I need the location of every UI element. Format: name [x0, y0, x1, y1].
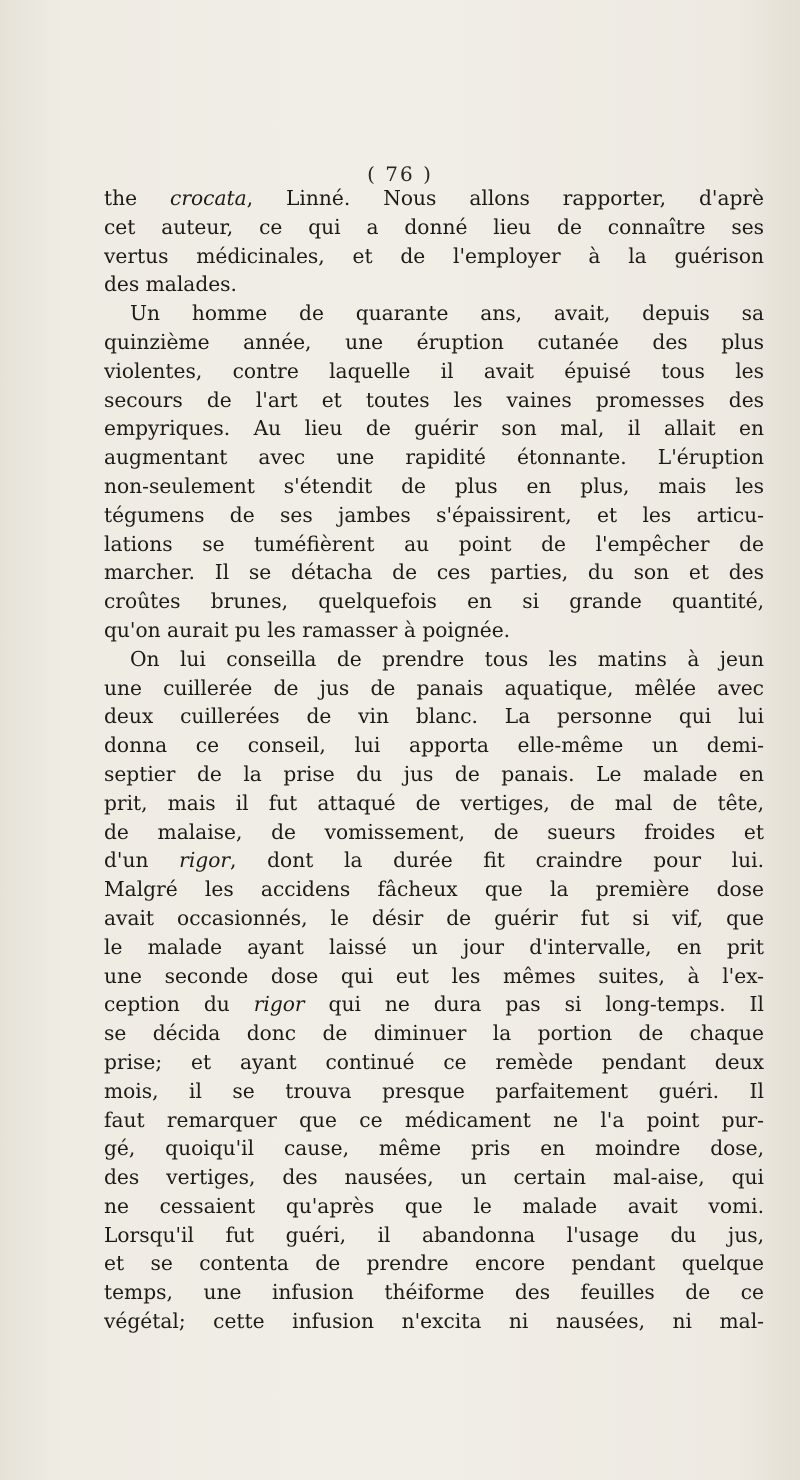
text-line: cet auteur, ce qui a donné lieu de connaître ses — [104, 214, 764, 239]
text-line: prise; et ayant continué ce remède pendant deux — [104, 1049, 764, 1074]
text-line: Lorsqu'il fut guéri, il abandonna l'usage du jus, — [104, 1222, 764, 1247]
text-line: une cuillerée de jus de panais aquatique, mêlée avec — [104, 675, 764, 700]
text-line: ception du rigor qui ne dura pas si long-temps. Il — [104, 992, 764, 1017]
text-line: et se contenta de prendre encore pendant quelque — [104, 1251, 764, 1276]
text-line: temps, une infusion théiforme des feuilles de ce — [104, 1280, 764, 1305]
text-line: marcher. Il se détacha de ces parties, du son et des — [104, 560, 764, 585]
text-line: donna ce conseil, lui apporta elle-même un demi- — [104, 733, 764, 758]
text-line: secours de l'art et toutes les vaines promesses des — [104, 387, 764, 412]
text-line: septier de la prise du jus de panais. Le malade en — [104, 761, 764, 786]
text-line: violentes, contre laquelle il avait épuisé tous les — [104, 358, 764, 383]
text-line: une seconde dose qui eut les mêmes suites, à l'ex- — [104, 963, 764, 988]
text-line: faut remarquer que ce médicament ne l'a point pur- — [104, 1107, 764, 1132]
body-text — [104, 184, 764, 1336]
text-line: empyriques. Au lieu de guérir son mal, il allait en — [104, 416, 764, 441]
text-line: tégumens de ses jambes s'épaissirent, et les articu- — [104, 502, 764, 527]
text-line: croûtes brunes, quelquefois en si grande quantité, — [104, 589, 764, 614]
text-line: de malaise, de vomissement, de sueurs froides et — [104, 819, 764, 844]
text-line: deux cuillerées de vin blanc. La personne qui lui — [104, 704, 764, 729]
text-line: se décida donc de diminuer la portion de chaque — [104, 1021, 764, 1046]
text-line: Malgré les accidens fâcheux que la première dose — [104, 877, 764, 902]
text-line: augmentant avec une rapidité étonnante. L'éruption — [104, 445, 764, 470]
text-line: Un homme de quarante ans, avait, depuis sa — [130, 301, 764, 326]
text-line: qu'on aurait pu les ramasser à poignée. — [104, 617, 511, 642]
text-line: On lui conseilla de prendre tous les matins à jeun — [130, 646, 764, 671]
text-line: d'un rigor, dont la durée fit craindre pour lui. — [104, 848, 764, 873]
text-line: des malades. — [104, 272, 237, 297]
text-line: vertus médicinales, et de l'employer à la guérison — [104, 243, 764, 268]
text-line: des vertiges, des nausées, un certain mal-aise, qui — [104, 1165, 764, 1190]
text-line: lations se tuméfièrent au point de l'empêcher de — [104, 531, 764, 556]
text-line: mois, il se trouva presque parfaitement guéri. Il — [104, 1078, 764, 1103]
text-line: the crocata, Linné. Nous allons rapporter, d'aprè — [104, 186, 764, 210]
text-line: végétal; cette infusion n'excita ni nausées, ni mal- — [104, 1309, 764, 1334]
text-line: quinzième année, une éruption cutanée des plus — [104, 329, 764, 354]
text-line: prit, mais il fut attaqué de vertiges, de mal de tête, — [104, 790, 764, 815]
text-line: avait occasionnés, le désir de guérir fut si vif, que — [104, 905, 764, 930]
text-line: le malade ayant laissé un jour d'intervalle, en prit — [104, 934, 764, 959]
text-line: gé, quoiqu'il cause, même pris en moindre dose, — [104, 1136, 764, 1161]
page-number: ( 76 ) — [367, 162, 433, 186]
text-line: ne cessaient qu'après que le malade avait vomi. — [104, 1193, 764, 1218]
text-line: non-seulement s'étendit de plus en plus, mais les — [104, 473, 764, 498]
